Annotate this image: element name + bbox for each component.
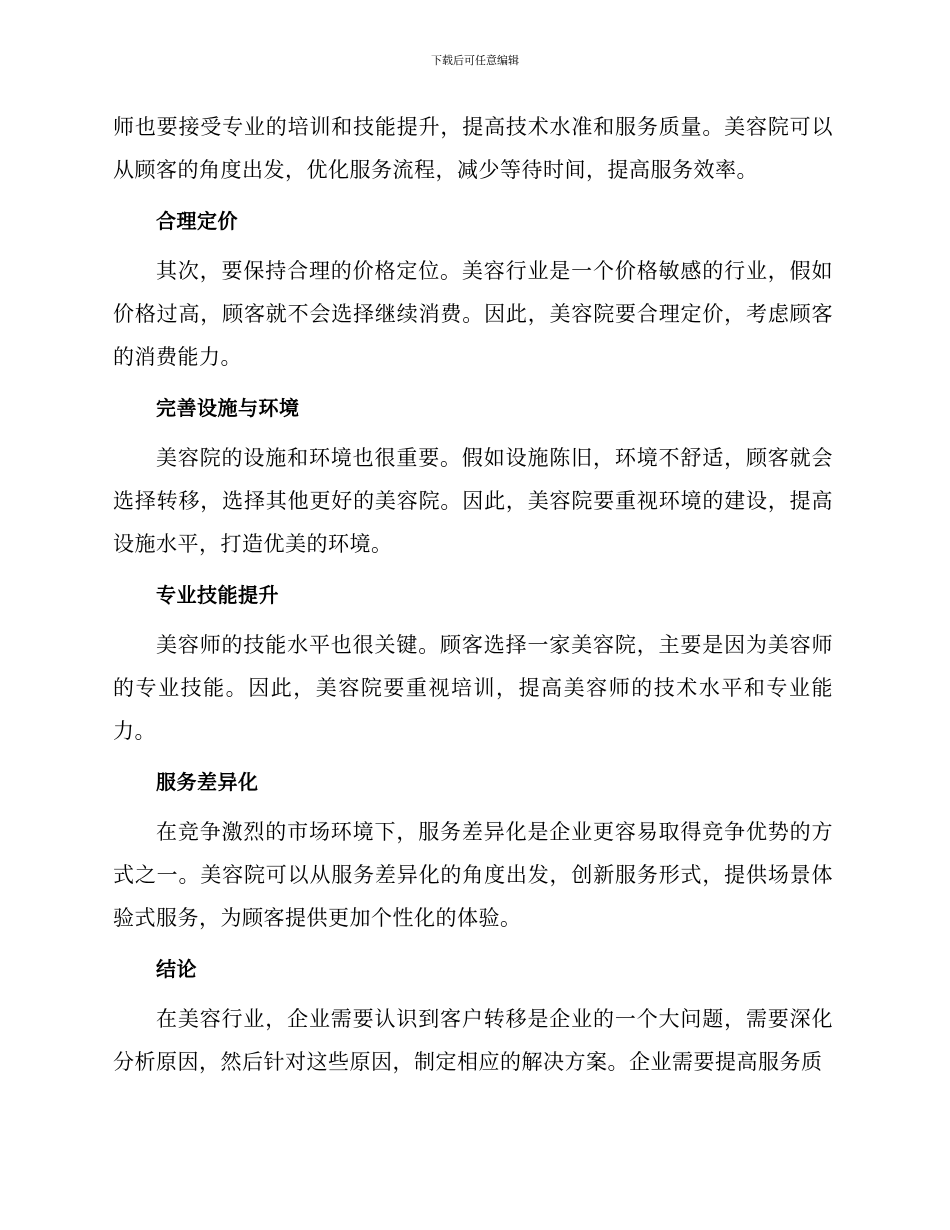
- section-heading: 服务差异化: [156, 770, 259, 794]
- intro-paragraph: 师也要接受专业的培训和技能提升，提高技术水准和服务质量。美容院可以从顾客的角度出发，优化服务流程，减少等待时间，提高服务效率。: [113, 115, 833, 182]
- document-body: [113, 106, 833, 1084]
- section-paragraph: 美容院的设施和环境也很重要。假如设施陈旧，环境不舒适，顾客就会选择转移，选择其他更好的美容院。因此，美容院要重视环境的建设，提高设施水平，打造优美的环境。: [113, 446, 833, 556]
- section-differentiation: [113, 762, 833, 940]
- section-heading: 专业技能提升: [156, 583, 279, 607]
- section-heading: 结论: [156, 957, 197, 981]
- section-skills: [113, 575, 833, 753]
- section-pricing: [113, 201, 833, 379]
- section-heading: 完善设施与环境: [156, 396, 300, 420]
- header-note: 下载后可任意编辑: [431, 54, 519, 67]
- section-paragraph: 美容师的技能水平也很关键。顾客选择一家美容院，主要是因为美容师的专业技能。因此，美容院要重视培训，提高美容师的技术水平和专业能力。: [113, 633, 833, 743]
- section-conclusion: [113, 949, 833, 1084]
- section-heading: 合理定价: [156, 209, 238, 233]
- section-paragraph: 在美容行业，企业需要认识到客户转移是企业的一个大问题，需要深化分析原因，然后针对这些原因，制定相应的解决方案。企业需要提高服务质: [113, 1007, 833, 1074]
- section-facilities: [113, 388, 833, 566]
- section-paragraph: 其次，要保持合理的价格定位。美容行业是一个价格敏感的行业，假如价格过高，顾客就不会选择继续消费。因此，美容院要合理定价，考虑顾客的消费能力。: [113, 259, 833, 369]
- section-paragraph: 在竞争激烈的市场环境下，服务差异化是企业更容易取得竞争优势的方式之一。美容院可以从服务差异化的角度出发，创新服务形式，提供场景体验式服务，为顾客提供更加个性化的体验。: [113, 820, 833, 930]
